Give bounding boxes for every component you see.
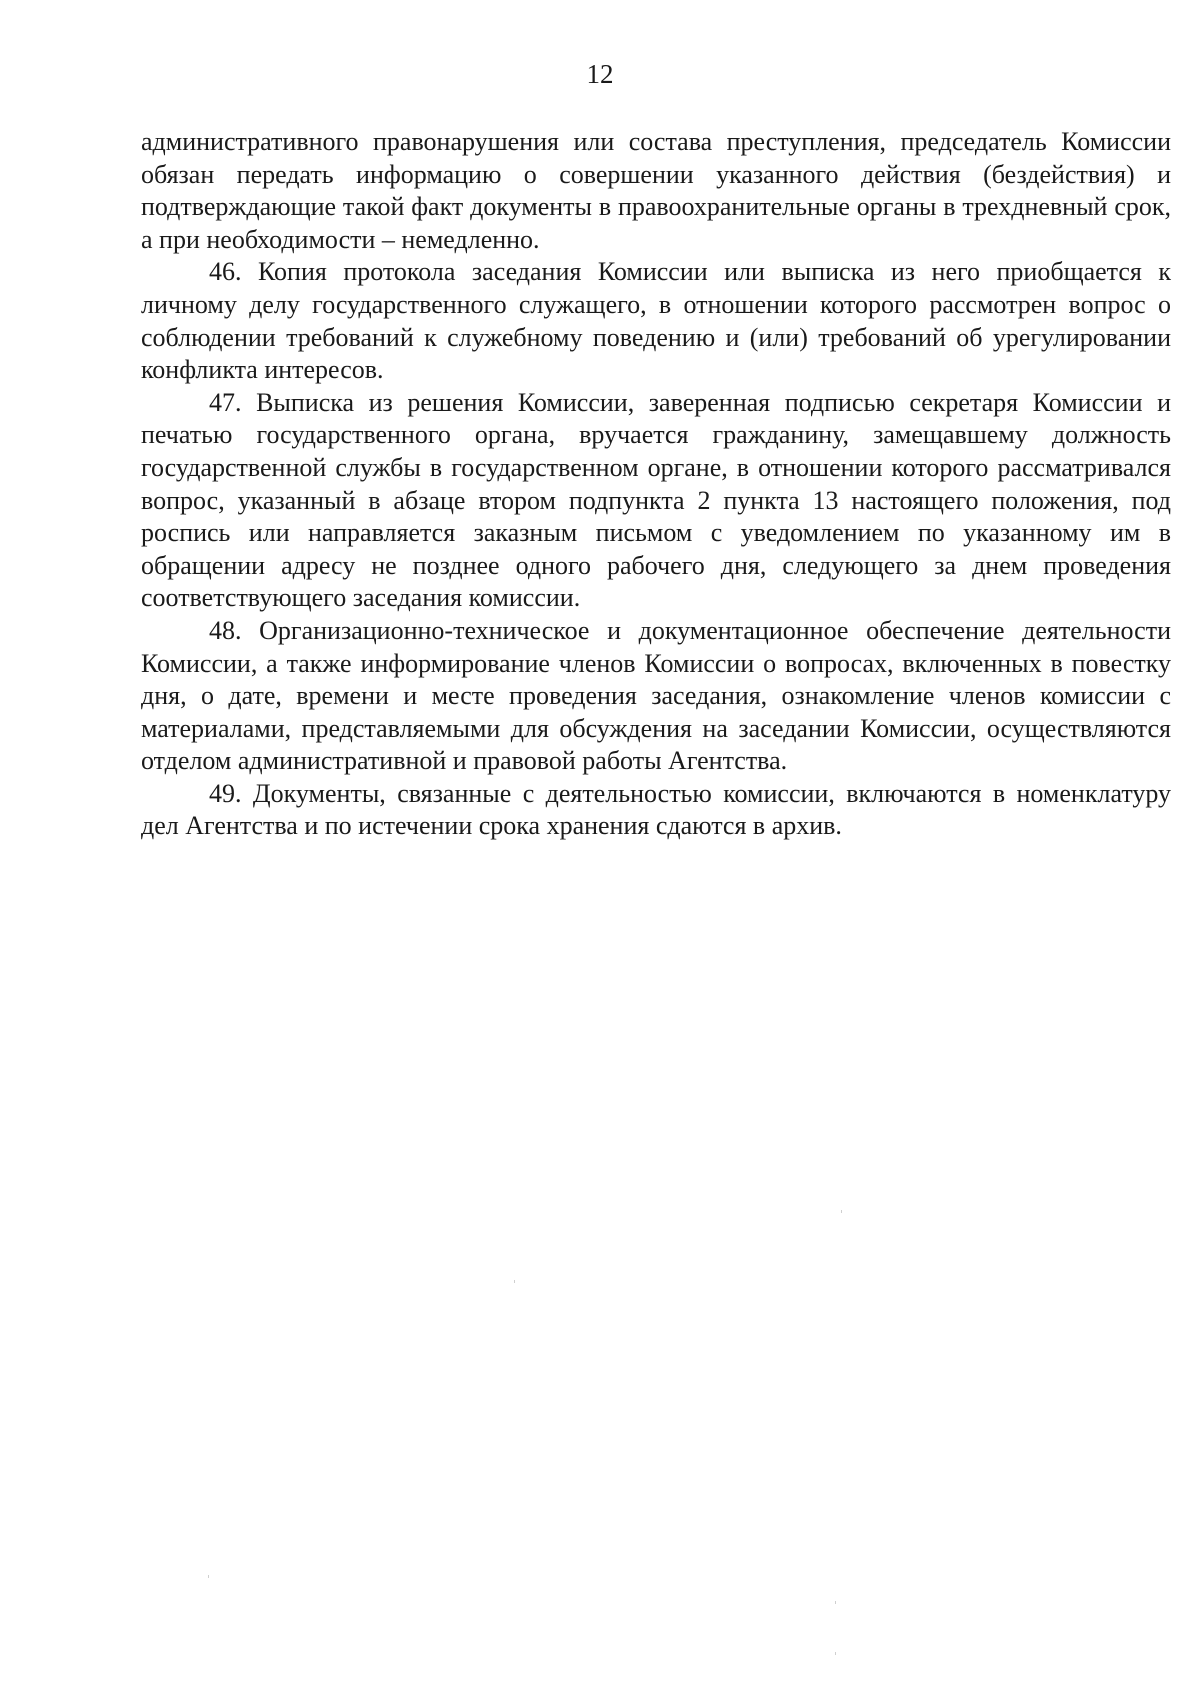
page-number: 12 — [586, 59, 614, 89]
scan-artifact — [514, 1280, 515, 1283]
scan-artifact — [841, 1210, 842, 1213]
paragraph-48: 48. Организационно-техническое и документационное обеспечение деятельности Комиссии, а также информирование членов Комиссии о вопросах, включенных в повестку дня, о дате, времени и месте проведения заседания, ознакомление членов комиссии с материалами, представляемыми для обсуждения на заседании Комиссии, осуществляются отделом административной и правовой работы Агентства. — [141, 615, 1171, 776]
paragraph-49: 49. Документы, связанные с деятельностью комиссии, включаются в номенклатуру дел Агентства и по истечении срока хранения сдаются в архив. — [141, 778, 1171, 841]
scan-artifact — [208, 1575, 209, 1578]
scan-artifact — [835, 1601, 836, 1604]
scan-artifact — [835, 1652, 836, 1655]
paragraph-47: 47. Выписка из решения Комиссии, заверенная подписью секретаря Комиссии и печатью государственного органа, вручается гражданину, замещавшему должность государственной службы в государственном органе, в отношении которого рассматривался вопрос, указанный в абзаце втором подпункта 2 пункта 13 настоящего положения, под роспись или направляется заказным письмом с уведомлением по указанному им в обращении адресу не позднее одного рабочего дня, следующего за днем проведения соответствующего заседания комиссии. — [141, 387, 1171, 613]
document-body — [141, 126, 1171, 843]
paragraph-46: 46. Копия протокола заседания Комиссии или выписка из него приобщается к личному делу государственного служащего, в отношении которого рассмотрен вопрос о соблюдении требований к служебному поведению и (или) требований об урегулировании конфликта интересов. — [141, 257, 1171, 385]
paragraph-continuation: административного правонарушения или состава преступления, председатель Комиссии обязан передать информацию о совершении указанного действия (бездействия) и подтверждающие такой факт документы в правоохранительные органы в трехдневный срок, а при необходимости – немедленно. — [141, 127, 1171, 254]
